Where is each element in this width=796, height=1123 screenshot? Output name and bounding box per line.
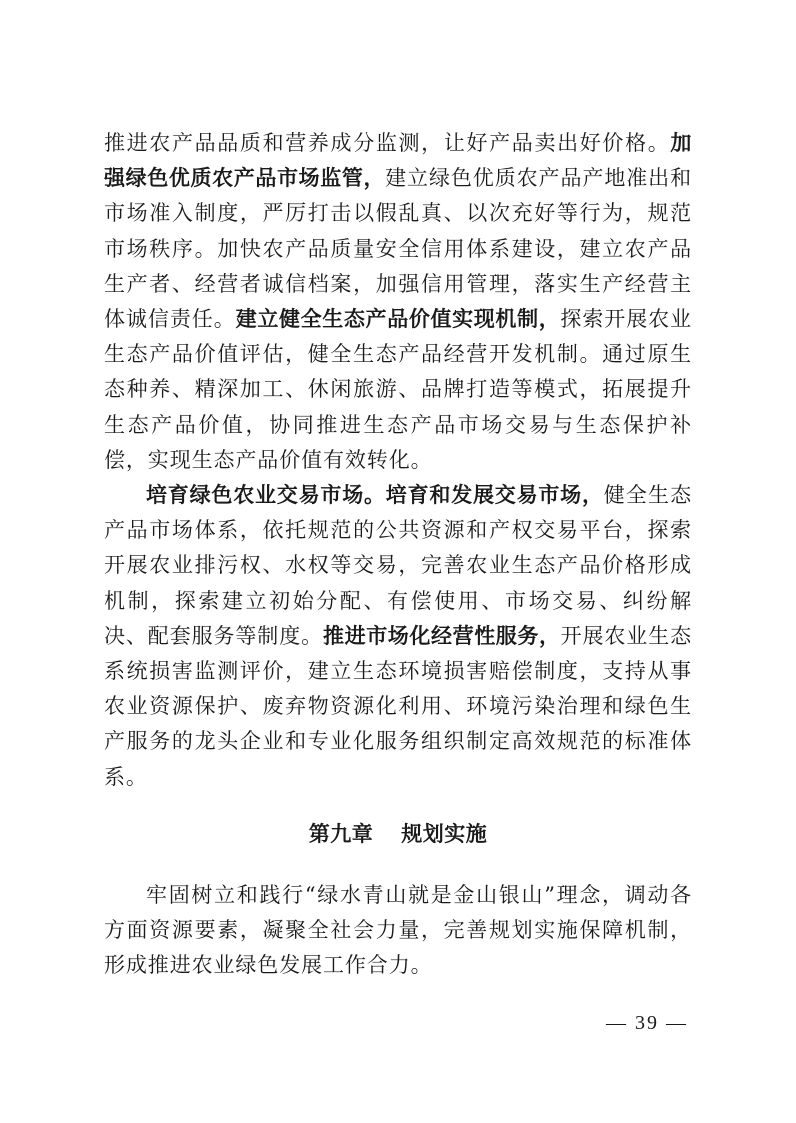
paragraph-text: 推进农产品品质和营养成分监测，让好产品卖出好价格。: [104, 131, 671, 155]
paragraph-text: 探索开展农业生态产品价值评估，健全生态产品经营开发机制。通过原生态种养、精深加工、休闲旅游、品牌打造等模式，拓展提升生态产品价值，协同推进生态产品市场交易与生态保护补偿，实现生态产品价值有效转化。: [104, 307, 693, 472]
paragraph-text: 开展农业生态系统损害监测评价，建立生态环境损害赔偿制度，支持从事农业资源保护、废弃物资源化利用、环境污染治理和绿色生产服务的龙头企业和专业化服务组织制定高效规范的标准体系。: [104, 623, 693, 789]
paragraph-market-supervision: [104, 126, 692, 478]
bold-heading-market-supervision: 加强绿色优质农产品市场监管，: [104, 131, 692, 191]
paragraph-text: 健全生态产品市场体系，依托规范的公共资源和产权交易平台，探索开展农业排污权、水权等交易，完善农业生态产品价格形成机制，探索建立初始分配、有偿使用、市场交易、纠纷解决、配套服务等制度。: [104, 483, 692, 648]
bold-heading-value-mechanism: 建立健全生态产品价值实现机制，: [235, 307, 561, 332]
bold-heading-market-services: 推进市场化经营性服务，: [323, 623, 561, 648]
chapter-heading: [104, 817, 692, 852]
document-page: [104, 126, 692, 984]
paragraph-trading-market: [104, 478, 692, 795]
bold-heading-trading-market: 培育绿色农业交易市场。培育和发展交易市场，: [146, 483, 604, 508]
page-number: — 39 —: [606, 1012, 688, 1034]
paragraph-implementation: 牢固树立和践行“绿水青山就是金山银山”理念，调动各方面资源要素，凝聚全社会力量，完善规划实施保障机制，形成推进农业绿色发展工作合力。: [104, 883, 692, 978]
chapter-number: 第九章: [308, 821, 374, 846]
paragraph-text: 建立绿色优质农产品产地准出和市场准入制度，严厉打击以假乱真、以次充好等行为，规范市场秩序。加快农产品质量安全信用体系建设，建立农产品生产者、经营者诚信档案，加强信用管理，落实生产经营主体诚信责任。: [104, 166, 692, 332]
chapter-title: 规划实施: [401, 821, 488, 846]
